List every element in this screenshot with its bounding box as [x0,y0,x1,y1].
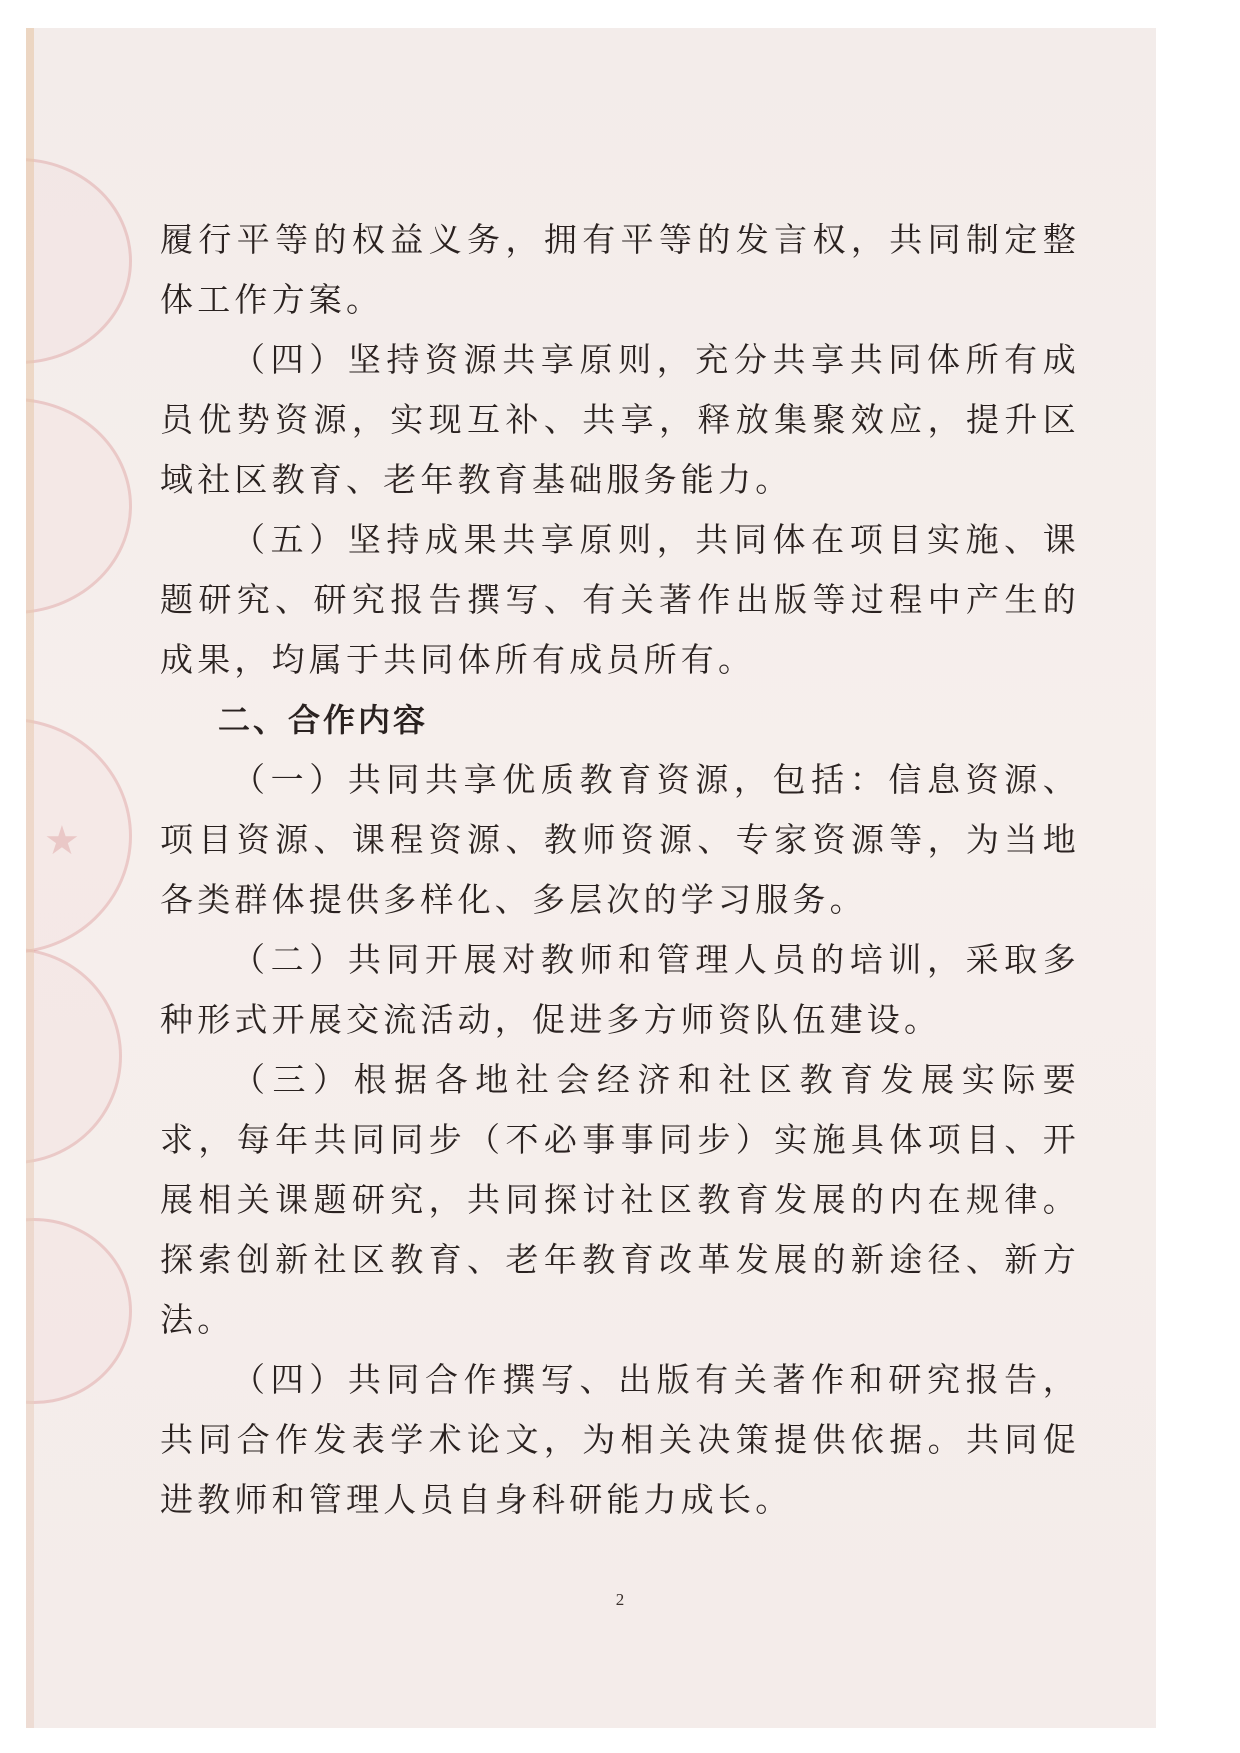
paragraph-principle-4: （四）坚持资源共享原则，充分共享共同体所有成员优势资源，实现互补、共享，释放集聚效应，提升区域社区教育、老年教育基础服务能力。 [160,340,1080,499]
paragraph-continuation: 履行平等的权益义务，拥有平等的发言权，共同制定整体工作方案。 [160,220,1080,319]
seal-impression [26,158,132,364]
paragraph-principle-5: （五）坚持成果共享原则，共同体在项目实施、课题研究、研究报告撰写、有关著作出版等过程中产生的成果，均属于共同体所有成员所有。 [160,520,1080,679]
seal-impression [26,398,132,614]
paper-edge [26,28,34,1728]
seal-impression [26,948,122,1164]
paragraph-content-3: （三）根据各地社会经济和社区教育发展实际要求，每年共同同步（不必事事同步）实施具体项目、开展相关课题研究，共同探讨社区教育发展的内在规律。探索创新社区教育、老年教育改革发展的新途径、新方法。 [160,1060,1080,1339]
seal-impression [26,1218,132,1404]
paragraph-content-4: （四）共同合作撰写、出版有关著作和研究报告，共同合作发表学术论文，为相关决策提供依据。共同促进教师和管理人员自身科研能力成长。 [160,1360,1080,1519]
page-number: 2 [615,1590,625,1609]
paragraph-content-1: （一）共同共享优质教育资源，包括：信息资源、项目资源、课程资源、教师资源、专家资源等，为当地各类群体提供多样化、多层次的学习服务。 [160,760,1080,919]
section-heading: 二、合作内容 [218,701,429,739]
document-body [160,210,1080,1530]
paragraph-content-2: （二）共同开展对教师和管理人员的培训，采取多种形式开展交流活动，促进多方师资队伍建设。 [160,940,1080,1039]
seal-star-icon: ★ [44,818,80,864]
